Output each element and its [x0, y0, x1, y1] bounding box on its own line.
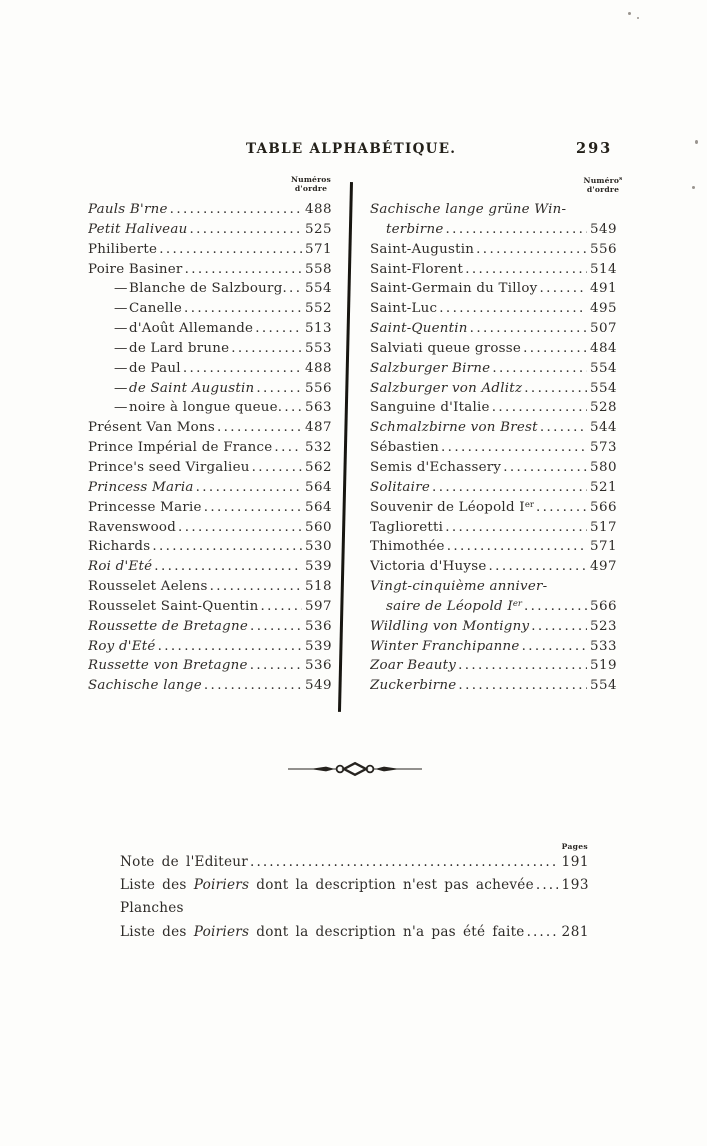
entry-number: 597 [304, 598, 332, 614]
entry-number: 556 [589, 241, 617, 257]
scan-speck [628, 12, 631, 15]
subentry-dash: — [114, 340, 128, 356]
entry-name: Richards [88, 539, 151, 555]
entry-name: d'Août Allemande [129, 321, 254, 337]
column-header-left-line2: d'ordre [294, 184, 328, 193]
dot-leader [539, 281, 586, 296]
entry-name: Sachische lange grüne Win- [370, 202, 567, 217]
index-entry [88, 500, 332, 520]
entry-name: Pauls B'rne [88, 202, 168, 217]
entry-name: Semis d'Echassery [370, 459, 502, 475]
entry-name: Thimothée [370, 539, 445, 555]
footer-entry-text [120, 924, 525, 940]
footer-contents-list [120, 854, 589, 947]
entry-number: 513 [304, 321, 332, 337]
entry-number: 564 [304, 499, 332, 515]
dot-leader [470, 321, 587, 336]
index-entry [88, 579, 332, 599]
index-entry [370, 599, 617, 619]
entry-name: saire de Léopold Ier [386, 598, 522, 614]
entry-name: Souvenir de Léopold Ier [370, 499, 534, 515]
entry-name: Saint-Florent [370, 261, 464, 277]
ordinal-superscript: er [524, 499, 534, 510]
footer-entry-word: dont la description n'a pas été faite [249, 923, 525, 940]
entry-number: 528 [589, 400, 617, 416]
dot-leader [231, 341, 302, 356]
entry-name: terbirne [386, 221, 444, 237]
index-entry [88, 539, 332, 559]
dot-leader [158, 639, 302, 654]
dot-leader [524, 599, 587, 614]
column-header-left [280, 175, 342, 193]
entry-number: 491 [589, 281, 617, 297]
dot-leader [540, 420, 587, 435]
index-entry [370, 341, 617, 361]
index-entry [370, 520, 617, 540]
entry-number: 556 [304, 380, 332, 396]
dot-leader [289, 281, 302, 296]
page-title: TABLE ALPHABÉTIQUE. [246, 141, 457, 157]
index-entry [88, 420, 332, 440]
entry-number: 497 [589, 559, 617, 575]
entry-name: Présent Van Mons [88, 420, 215, 436]
index-entry-wrap-line [370, 202, 617, 222]
entry-name: Zoar Beauty [370, 658, 457, 674]
footer-entry [120, 854, 589, 877]
dot-leader [189, 222, 301, 237]
entry-number: 519 [589, 658, 617, 674]
dot-leader [522, 639, 587, 654]
entry-number: 558 [304, 261, 332, 277]
entry-number: 560 [304, 519, 332, 535]
index-entry [88, 460, 332, 480]
dot-leader [445, 520, 587, 535]
entry-number: 521 [589, 479, 617, 495]
scan-speck [695, 140, 698, 144]
footer-entry-word: Planches [120, 900, 184, 917]
entry-number: 566 [589, 499, 617, 515]
index-entry [370, 400, 617, 420]
entry-name: de Saint Augustin [129, 380, 255, 396]
entry-name: Saint-Germain du Tilloy [370, 281, 538, 297]
index-entry [370, 301, 617, 321]
index-entry [88, 559, 332, 579]
footer-entry-page: 193 [561, 877, 589, 894]
subentry-dash: — [114, 321, 128, 337]
index-column-right [370, 202, 617, 698]
index-entry [370, 539, 617, 559]
footer-entry-word: dont la description n'est pas achevée [249, 877, 534, 894]
dot-leader [536, 500, 587, 515]
subentry-dash: — [114, 400, 128, 416]
entry-number: 532 [304, 440, 332, 456]
entry-number: 488 [304, 360, 332, 376]
index-entry [370, 242, 617, 262]
dot-leader [178, 520, 302, 535]
entry-number: 573 [589, 440, 617, 456]
pages-column-header: Pages [561, 842, 588, 851]
index-entry [370, 678, 617, 698]
index-entry [370, 480, 617, 500]
footer-entry [120, 877, 589, 900]
entry-number: 536 [304, 658, 332, 674]
page-number: 293 [576, 140, 613, 157]
scan-speck [637, 17, 639, 19]
subentry-dash: — [114, 281, 128, 297]
footer-entry [120, 900, 589, 923]
entry-name: Russette von Bretagne [88, 658, 248, 674]
entry-number: 564 [304, 479, 332, 495]
entry-number: 554 [589, 360, 617, 376]
entry-name: Saint-Augustin [370, 241, 475, 257]
entry-number: 549 [304, 678, 332, 694]
index-entry [88, 262, 332, 282]
entry-name: Princesse Marie [88, 499, 202, 515]
dot-leader [447, 539, 587, 554]
entry-name: Saint-Luc [370, 301, 438, 317]
footer-entry-word: Liste des [120, 923, 194, 940]
footer-entry-text [120, 877, 534, 893]
column-header-right-line1: Numéro [583, 176, 620, 185]
index-entry [370, 460, 617, 480]
index-entry [370, 262, 617, 282]
entry-number: 554 [304, 281, 332, 297]
dot-leader [476, 242, 587, 257]
dot-leader [439, 301, 587, 316]
index-entry [370, 639, 617, 659]
ordinal-superscript: er [512, 598, 522, 609]
dot-leader [441, 440, 587, 455]
entry-number: 514 [589, 261, 617, 277]
entry-name: Victoria d'Huyse [370, 559, 487, 575]
dot-leader [210, 579, 302, 594]
entry-number: 554 [589, 678, 617, 694]
dot-leader [183, 361, 302, 376]
entry-name: Vingt-cinquième anniver- [370, 579, 548, 595]
index-entry [370, 420, 617, 440]
index-entry [88, 440, 332, 460]
entry-number: 523 [589, 618, 617, 634]
footer-entry-text [120, 854, 248, 870]
dot-leader [217, 420, 302, 435]
dot-leader [255, 321, 302, 336]
entry-name: Canelle [129, 301, 183, 317]
index-entry [88, 639, 332, 659]
entry-name: Ravenswood [88, 519, 177, 535]
entry-number: 487 [304, 420, 332, 436]
entry-number: 563 [304, 400, 332, 416]
dot-leader [458, 658, 587, 673]
column-header-right-line2: d'ordre [586, 185, 620, 194]
column-header-right [572, 175, 634, 194]
entry-number: 571 [589, 539, 617, 555]
dot-leader [527, 924, 558, 940]
entry-name: Sébastien [370, 440, 439, 456]
entry-number: 544 [589, 420, 617, 436]
entry-name: Roi d'Eté [88, 559, 153, 575]
index-entry [88, 361, 332, 381]
dot-leader [492, 361, 587, 376]
footer-entry-italic-word: Poiriers [193, 923, 250, 940]
dot-leader [256, 381, 302, 396]
entry-name: Saint-Quentin [370, 321, 468, 337]
entry-number: 484 [589, 340, 617, 356]
entry-name: Roussette de Bretagne [88, 618, 249, 634]
entry-number: 495 [589, 301, 617, 317]
subentry-dash: — [114, 301, 128, 317]
entry-name: Princess Maria [88, 479, 194, 495]
entry-name: Sanguine d'Italie [370, 400, 490, 416]
entry-number: 562 [304, 459, 332, 475]
entry-number: 530 [304, 539, 332, 555]
entry-name: Salzburger Birne [370, 360, 491, 376]
entry-name: Blanche de Salzbourg. [129, 281, 288, 297]
footer-entry-word: Liste des [120, 877, 194, 894]
entry-number: 539 [304, 559, 332, 575]
index-entry [370, 381, 617, 401]
dot-leader [252, 460, 302, 475]
entry-name: Zuckerbirne [370, 678, 457, 694]
index-entry [88, 321, 332, 341]
entry-name: Prince's seed Virgalieu [88, 459, 250, 475]
index-entry [88, 301, 332, 321]
entry-number: 580 [589, 459, 617, 475]
dot-leader [250, 854, 558, 870]
entry-number: 539 [304, 638, 332, 654]
dot-leader [204, 500, 302, 515]
dot-leader [523, 341, 587, 356]
index-entry [370, 658, 617, 678]
footer-entry-text [120, 900, 184, 916]
entry-name: Rousselet Saint-Quentin [88, 598, 259, 614]
scan-speck [692, 186, 695, 189]
entry-number: 571 [304, 241, 332, 257]
index-entry [88, 619, 332, 639]
dot-leader [446, 222, 587, 237]
dot-leader [492, 400, 587, 415]
dot-leader [152, 539, 302, 554]
ornament-icon [288, 761, 422, 777]
entry-name: Solitaire [370, 479, 431, 495]
entry-name: Taglioretti [370, 519, 444, 535]
index-entry [370, 281, 617, 301]
dot-leader [154, 559, 302, 574]
entry-number: 549 [589, 221, 617, 237]
index-column-left [88, 202, 332, 698]
index-entry [370, 321, 617, 341]
index-entry [88, 341, 332, 361]
entry-name: Petit Haliveau [88, 221, 188, 237]
dot-leader [159, 242, 302, 257]
index-entry-wrap-line [370, 579, 617, 599]
index-entry [88, 202, 332, 222]
entry-number: 518 [304, 579, 332, 595]
dot-leader [250, 619, 302, 634]
dot-leader [432, 480, 587, 495]
entry-name: Prince Impérial de France [88, 440, 273, 456]
entry-number: 536 [304, 618, 332, 634]
dot-leader [536, 877, 558, 893]
index-entry [88, 281, 332, 301]
entry-number: 533 [589, 638, 617, 654]
entry-number: 554 [589, 380, 617, 396]
index-entry [88, 222, 332, 242]
footer-entry [120, 924, 589, 947]
entry-name: Roy d'Eté [88, 638, 156, 654]
entry-name: Salzburger von Adlitz [370, 380, 523, 396]
dot-leader [531, 619, 587, 634]
index-entry [88, 381, 332, 401]
index-entry [370, 500, 617, 520]
index-entry [370, 222, 617, 242]
entry-number: 525 [304, 221, 332, 237]
column-header-left-line1: Numéros [290, 175, 332, 184]
subentry-dash: — [114, 360, 128, 376]
dot-leader [489, 559, 587, 574]
index-entry [88, 480, 332, 500]
index-entry [88, 599, 332, 619]
footer-entry-word: Note de l'Editeur [120, 854, 249, 870]
entry-number: 553 [304, 340, 332, 356]
entry-number: 488 [304, 202, 332, 217]
dot-leader [185, 262, 302, 277]
entry-name: Sachische lange [88, 678, 202, 694]
ornament-divider [288, 761, 422, 777]
index-entry [370, 361, 617, 381]
index-entry [370, 559, 617, 579]
dot-leader [196, 480, 302, 495]
entry-name: Rousselet Aelens [88, 579, 208, 595]
index-entry [88, 242, 332, 262]
footer-entry-page: 191 [561, 854, 589, 870]
entry-name: Schmalzbirne von Brest [370, 420, 538, 436]
entry-number: 517 [589, 519, 617, 535]
entry-name: de Paul [129, 360, 181, 376]
column-header-right-sup: s [619, 176, 623, 182]
footer-entry-page: 281 [561, 923, 589, 940]
dot-leader [524, 381, 587, 396]
dot-leader [250, 658, 302, 673]
entry-number: 507 [589, 321, 617, 337]
index-entry [88, 400, 332, 420]
entry-name: Winter Franchipanne [370, 638, 520, 654]
dot-leader [274, 440, 302, 455]
dot-leader [184, 301, 302, 316]
index-entry [88, 658, 332, 678]
column-divider-rule [338, 182, 353, 712]
index-entry [370, 440, 617, 460]
index-entry [370, 619, 617, 639]
entry-name: de Lard brune [129, 340, 230, 356]
entry-number: 566 [589, 598, 617, 614]
dot-leader [465, 262, 587, 277]
dot-leader [458, 678, 587, 693]
index-entry [88, 678, 332, 698]
dot-leader [284, 400, 302, 415]
index-entry [88, 520, 332, 540]
entry-name: noire à longue queue. [129, 400, 283, 416]
entry-number: 552 [304, 301, 332, 317]
dot-leader [260, 599, 301, 614]
entry-name: Philiberte [88, 241, 158, 257]
entry-name: Poire Basiner [88, 261, 183, 277]
dot-leader [503, 460, 587, 475]
dot-leader [170, 202, 302, 217]
subentry-dash: — [114, 380, 128, 396]
dot-leader [204, 678, 302, 693]
entry-name: Salviati queue grosse [370, 340, 522, 356]
footer-entry-italic-word: Poiriers [193, 877, 250, 894]
entry-name: Wildling von Montigny [370, 618, 530, 634]
